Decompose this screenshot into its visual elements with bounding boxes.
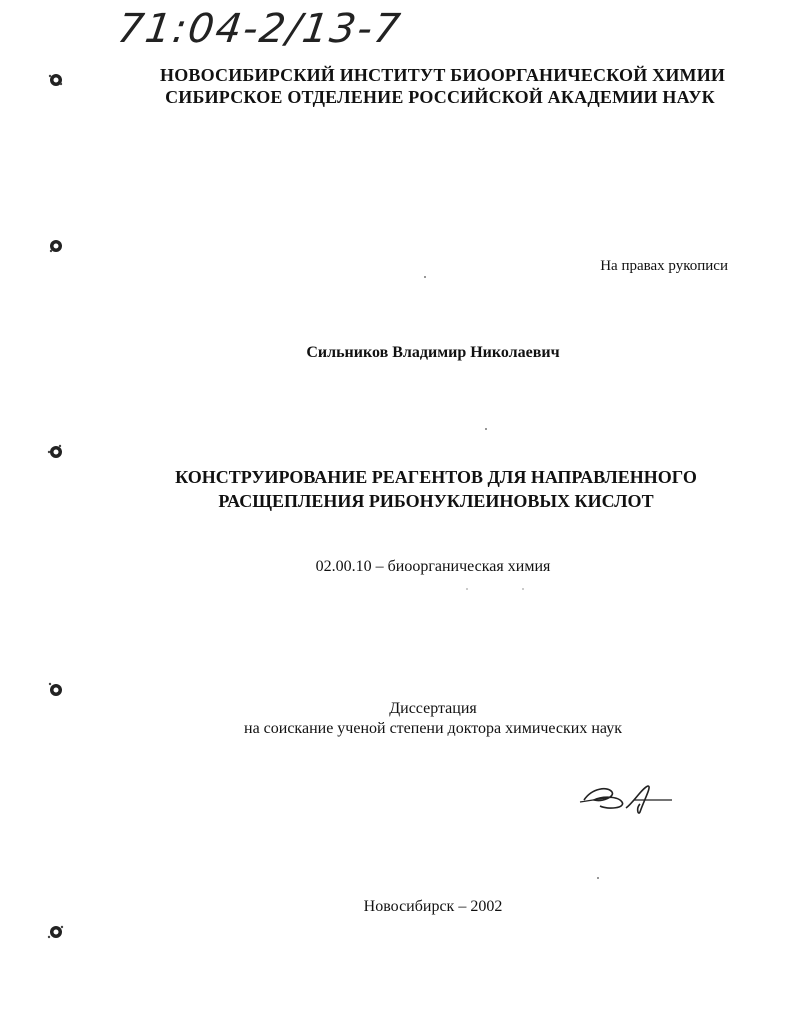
signature [578,778,674,818]
author-name: Сильников Владимир Николаевич [306,344,560,361]
dissertation-type [0,699,797,739]
dissertation-line-1: Диссертация [389,700,477,717]
title-line-2: РАСЩЕПЛЕНИЯ РИБОНУКЛЕИНОВЫХ КИСЛОТ [218,491,654,511]
scan-speck [485,428,487,430]
dissertation-title [0,465,797,513]
place-and-year: Новосибирск – 2002 [363,898,503,915]
scan-speck [466,588,468,590]
title-line-1: КОНСТРУИРОВАНИЕ РЕАГЕНТОВ ДЛЯ НАПРАВЛЕННОГО [175,467,697,487]
binder-hole-icon [46,236,66,256]
binder-hole-icon [46,442,66,462]
institute-name [160,64,726,108]
scan-speck [597,877,599,879]
scan-speck [522,588,524,590]
institute-line-2: СИБИРСКОЕ ОТДЕЛЕНИЕ РОССИЙСКОЙ АКАДЕМИИ НАУК [165,87,715,107]
binder-hole-icon [46,70,66,90]
binder-hole-icon [46,922,66,942]
scan-speck [424,276,426,278]
dissertation-line-2: на соискание ученой степени доктора химических наук [244,720,622,737]
binder-hole-icon [46,680,66,700]
rights-note: На правах рукописи [600,258,728,274]
specialty-code: 02.00.10 – биоорганическая химия [315,558,551,575]
archive-code: 71:04-2/13-7 [114,6,405,52]
institute-line-1: НОВОСИБИРСКИЙ ИНСТИТУТ БИООРГАНИЧЕСКОЙ ХИМИИ [160,65,726,85]
